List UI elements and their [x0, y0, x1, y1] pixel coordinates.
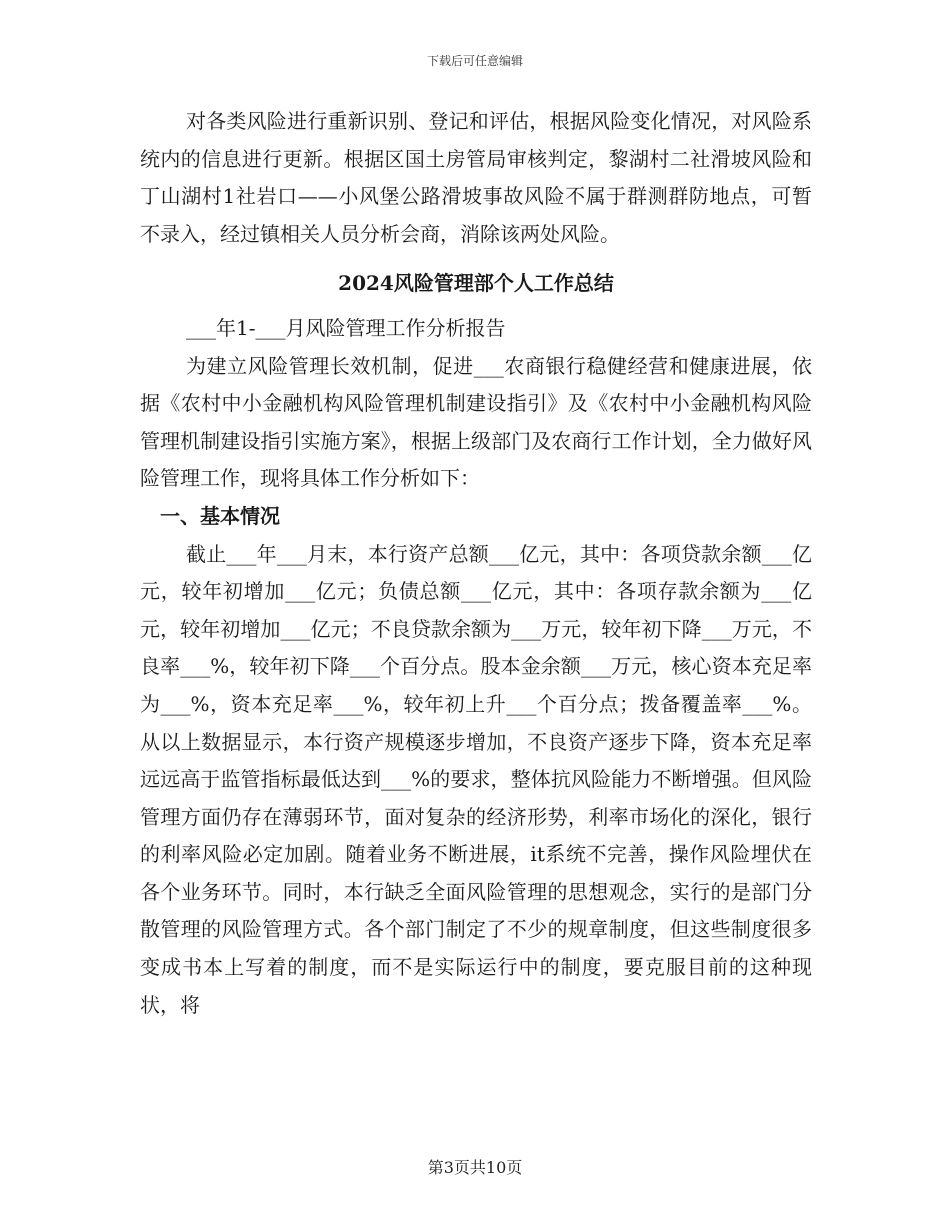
report-subtitle: ___年1-___月风险管理工作分析报告	[186, 315, 506, 340]
paragraph-intro: 为建立风险管理长效机制，促进___农商银行稳健经营和健康进展，依据《农村中小金融机构风险管理机制建设指引》及《农村中小金融机构风险管理机制建设指引实施方案》，根据上级部门及农商行工作计划，全力做好风险管理工作，现将具体工作分析如下：	[140, 353, 812, 491]
paragraph-risk-update: 对各类风险进行重新识别、登记和评估，根据风险变化情况，对风险系统内的信息进行更新。根据区国土房管局审核判定，黎湖村二社滑坡风险和丁山湖村1社岩口——小风堡公路滑坡事故风险不属于群测群防地点，可暂不录入，经过镇相关人员分析会商，消除该两处风险。	[140, 109, 812, 246]
section-heading-basic: 一、基本情况	[160, 503, 280, 528]
page-footer: 第3页共10页	[427, 1158, 523, 1177]
document-body	[140, 103, 812, 1024]
page-header: 下载后可任意编辑	[426, 54, 523, 68]
paragraph-basic-situation: 截止___年___月末，本行资产总额___亿元，其中：各项贷款余额___亿元，较年初增加___亿元；负债总额___亿元，其中：各项存款余额为___亿元，较年初增加___亿元；不良贷款余额为___万元，较年初下降___万元，不良率___%，较年初下降___个百分点。股本金余额___万元，核心资本充足率为___%，资本充足率___%，较年初上升___个百分点；拨备覆盖率___%。从以上数据显示，本行资产规模逐步增加，不良资产逐步下降，资本充足率远远高于监管指标最低达到___%的要求，整体抗风险能力不断增强。但风险管理方面仍存在薄弱环节，面对复杂的经济形势，利率市场化的深化，银行的利率风险必定加剧。随着业务不断进展，it系统不完善，操作风险埋伏在各个业务环节。同时，本行缺乏全面风险管理的思想观念，实行的是部门分散管理的风险管理方式。各个部门制定了不少的规章制度，但这些制度很多变成书本上写着的制度，而不是实际运行中的制度，要克服目前的这种现状，将	[140, 541, 812, 1017]
document-title: 2024风险管理部个人工作总结	[338, 271, 614, 296]
